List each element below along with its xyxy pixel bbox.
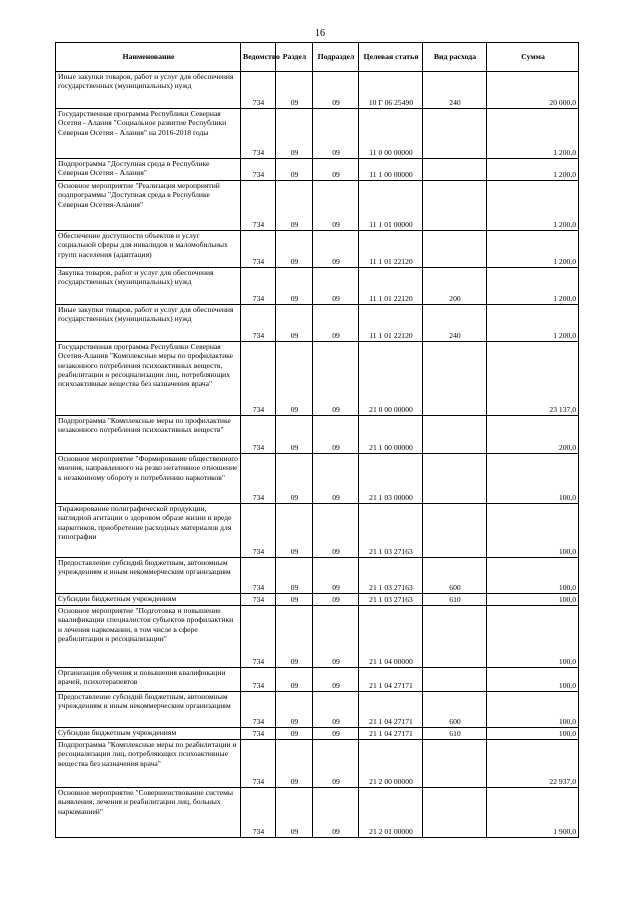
table-row (56, 181, 579, 231)
cell-podrazdel: 09 (313, 231, 359, 268)
cell-podrazdel: 09 (313, 454, 359, 504)
cell-podrazdel: 09 (313, 342, 359, 416)
cell-vid: 240 (423, 305, 487, 342)
cell-summa: 20 000,0 (487, 72, 579, 109)
cell-statya: 10 Г 06 25490 (359, 72, 423, 109)
cell-statya: 21 0 00 00000 (359, 342, 423, 416)
cell-podrazdel: 09 (313, 558, 359, 594)
cell-razdel: 09 (276, 72, 313, 109)
cell-razdel: 09 (276, 692, 313, 728)
cell-summa: 1 200,0 (487, 181, 579, 231)
cell-razdel: 09 (276, 788, 313, 838)
cell-vid: 610 (423, 594, 487, 606)
cell-vid: 610 (423, 728, 487, 740)
cell-vedomstvo: 734 (241, 668, 276, 692)
cell-statya: 21 1 00 00000 (359, 416, 423, 454)
cell-vid (423, 109, 487, 159)
cell-razdel: 09 (276, 728, 313, 740)
table-row (56, 558, 579, 594)
cell-podrazdel: 09 (313, 594, 359, 606)
cell-razdel: 09 (276, 305, 313, 342)
cell-statya: 21 1 04 27171 (359, 728, 423, 740)
cell-name: Государственная программа Республики Северная Осетия-Алания "Комплексные меры по профилактике незаконного потребления психоактивных веществ, реабилитации и ресоциализации лиц, потребляющих психоактивные вещества без назначения врача" (56, 342, 241, 416)
cell-vid (423, 416, 487, 454)
cell-summa: 100,0 (487, 668, 579, 692)
table-row (56, 606, 579, 668)
cell-summa: 1 900,0 (487, 788, 579, 838)
cell-podrazdel: 09 (313, 159, 359, 181)
cell-summa: 100,0 (487, 728, 579, 740)
cell-statya: 21 1 04 27171 (359, 668, 423, 692)
cell-vedomstvo: 734 (241, 740, 276, 788)
cell-name: Подпрограмма "Доступная среда в Республике Северная Осетия - Алания" (56, 159, 241, 181)
cell-razdel: 09 (276, 740, 313, 788)
cell-razdel: 09 (276, 558, 313, 594)
cell-statya: 21 1 04 00000 (359, 606, 423, 668)
cell-name: Предоставление субсидий бюджетным, автономным учреждениям и иным некоммерческим организациям (56, 558, 241, 594)
cell-name: Основное мероприятие "Подготовка и повышение квалификации специалистов субъектов профилактики и лечения наркомании, в том числе в сфере реабилитации и ресоциализации" (56, 606, 241, 668)
table-header-row (56, 43, 579, 72)
cell-name: Подпрограмма "Комплексные меры по профилактике незаконного потребления психоактивных веществ" (56, 416, 241, 454)
cell-vid (423, 181, 487, 231)
cell-summa: 200,0 (487, 416, 579, 454)
cell-name: Основное мероприятие "Совершенствование системы выявления, лечения и реабилитации лиц, больных наркоманией" (56, 788, 241, 838)
header-razdel: Раздел (276, 43, 313, 72)
cell-name: Государственная программа Республики Северная Осетия - Алания "Социальное развитие Республики Северная Осетия - Алания" на 2016-2018 годы (56, 109, 241, 159)
cell-vedomstvo: 734 (241, 342, 276, 416)
cell-summa: 1 200,0 (487, 159, 579, 181)
cell-name: Предоставление субсидий бюджетным, автономным учреждениям и иным некоммерческим организациям (56, 692, 241, 728)
cell-statya: 21 1 03 27163 (359, 558, 423, 594)
cell-podrazdel: 09 (313, 268, 359, 305)
cell-summa: 100,0 (487, 692, 579, 728)
cell-statya: 21 1 03 00000 (359, 454, 423, 504)
cell-vedomstvo: 734 (241, 788, 276, 838)
cell-name: Иные закупки товаров, работ и услуг для обеспечения государственных (муниципальных) нужд (56, 72, 241, 109)
cell-statya: 11 1 00 00000 (359, 159, 423, 181)
cell-statya: 21 1 03 27163 (359, 504, 423, 558)
table-row (56, 728, 579, 740)
cell-podrazdel: 09 (313, 788, 359, 838)
table-row (56, 692, 579, 728)
budget-table (55, 42, 579, 838)
cell-statya: 21 1 04 27171 (359, 692, 423, 728)
cell-vid (423, 740, 487, 788)
cell-name: Обеспечение доступности объектов и услуг социальной сферы для инвалидов и маломобильных групп населения (адаптация) (56, 231, 241, 268)
cell-vid: 200 (423, 268, 487, 305)
page-number: 16 (315, 28, 325, 39)
cell-vid (423, 668, 487, 692)
cell-vid (423, 606, 487, 668)
cell-podrazdel: 09 (313, 305, 359, 342)
cell-vid: 240 (423, 72, 487, 109)
cell-summa: 1 200,0 (487, 268, 579, 305)
cell-statya: 11 1 01 22120 (359, 231, 423, 268)
table-row (56, 305, 579, 342)
cell-summa: 23 137,0 (487, 342, 579, 416)
cell-summa: 100,0 (487, 594, 579, 606)
cell-statya: 11 0 00 00000 (359, 109, 423, 159)
table-row (56, 342, 579, 416)
cell-vedomstvo: 734 (241, 268, 276, 305)
cell-name: Организация обучения и повышения квалификации врачей, психотерапевтов (56, 668, 241, 692)
cell-summa: 1 200,0 (487, 109, 579, 159)
table-row (56, 416, 579, 454)
cell-podrazdel: 09 (313, 416, 359, 454)
cell-vedomstvo: 734 (241, 305, 276, 342)
cell-vedomstvo: 734 (241, 231, 276, 268)
cell-podrazdel: 09 (313, 668, 359, 692)
cell-razdel: 09 (276, 504, 313, 558)
cell-name: Закупка товаров, работ и услуг для обеспечения государственных (муниципальных) нужд (56, 268, 241, 305)
table-row (56, 788, 579, 838)
cell-razdel: 09 (276, 231, 313, 268)
cell-podrazdel: 09 (313, 181, 359, 231)
header-vedomstvo: Ведомство (241, 43, 276, 72)
cell-vedomstvo: 734 (241, 504, 276, 558)
table-row (56, 668, 579, 692)
cell-vedomstvo: 734 (241, 416, 276, 454)
cell-razdel: 09 (276, 594, 313, 606)
cell-name: Основное мероприятие "Реализация мероприятий подпрограммы "Доступная среда в Республике Северная Осетия-Алания" (56, 181, 241, 231)
cell-podrazdel: 09 (313, 728, 359, 740)
table-row (56, 454, 579, 504)
cell-vid (423, 454, 487, 504)
cell-name: Иные закупки товаров, работ и услуг для обеспечения государственных (муниципальных) нужд (56, 305, 241, 342)
cell-razdel: 09 (276, 109, 313, 159)
cell-name: Основное мероприятие "Формирование общественного мнения, направленного на резко негативное отношение к незаконному обороту и потреблению наркотиков" (56, 454, 241, 504)
cell-vedomstvo: 734 (241, 606, 276, 668)
cell-podrazdel: 09 (313, 606, 359, 668)
header-statya: Целевая статья (359, 43, 423, 72)
cell-statya: 21 2 01 00000 (359, 788, 423, 838)
cell-razdel: 09 (276, 668, 313, 692)
cell-razdel: 09 (276, 342, 313, 416)
cell-summa: 100,0 (487, 606, 579, 668)
cell-razdel: 09 (276, 181, 313, 231)
cell-vid (423, 504, 487, 558)
cell-vid (423, 788, 487, 838)
cell-statya: 11 1 01 22120 (359, 268, 423, 305)
cell-statya: 21 1 03 27163 (359, 594, 423, 606)
cell-name: Подпрограмма "Комплексные меры по реабилитации и ресоциализации лиц, потребляющих психоактивные вещества без назначения врача" (56, 740, 241, 788)
cell-statya: 21 2 00 00000 (359, 740, 423, 788)
cell-vid (423, 159, 487, 181)
table-row (56, 231, 579, 268)
cell-podrazdel: 09 (313, 72, 359, 109)
cell-razdel: 09 (276, 606, 313, 668)
header-vid: Вид расхода (423, 43, 487, 72)
header-summa: Сумма (487, 43, 579, 72)
cell-vedomstvo: 734 (241, 181, 276, 231)
cell-name: Субсидии бюджетным учреждениям (56, 594, 241, 606)
cell-statya: 11 1 01 22120 (359, 305, 423, 342)
cell-razdel: 09 (276, 268, 313, 305)
table-row (56, 109, 579, 159)
table-row (56, 504, 579, 558)
cell-summa: 100,0 (487, 504, 579, 558)
cell-vedomstvo: 734 (241, 109, 276, 159)
cell-podrazdel: 09 (313, 504, 359, 558)
cell-vid (423, 231, 487, 268)
cell-vid: 600 (423, 692, 487, 728)
table-row (56, 159, 579, 181)
table-row (56, 268, 579, 305)
cell-vedomstvo: 734 (241, 558, 276, 594)
cell-statya: 11 1 01 00000 (359, 181, 423, 231)
cell-vedomstvo: 734 (241, 72, 276, 109)
cell-name: Тиражирование полиграфической продукции, наглядной агитации о здоровом образе жизни и вреде наркотиков, приобретение расходных материалов для типографии (56, 504, 241, 558)
cell-summa: 100,0 (487, 558, 579, 594)
cell-vedomstvo: 734 (241, 159, 276, 181)
cell-razdel: 09 (276, 159, 313, 181)
table-row (56, 740, 579, 788)
cell-vedomstvo: 734 (241, 728, 276, 740)
cell-vedomstvo: 734 (241, 692, 276, 728)
cell-name: Субсидии бюджетным учреждениям (56, 728, 241, 740)
cell-summa: 1 200,0 (487, 231, 579, 268)
cell-summa: 22 937,0 (487, 740, 579, 788)
cell-vedomstvo: 734 (241, 594, 276, 606)
cell-vedomstvo: 734 (241, 454, 276, 504)
cell-podrazdel: 09 (313, 740, 359, 788)
cell-razdel: 09 (276, 454, 313, 504)
cell-vid: 600 (423, 558, 487, 594)
cell-summa: 100,0 (487, 454, 579, 504)
table-row (56, 72, 579, 109)
cell-razdel: 09 (276, 416, 313, 454)
cell-podrazdel: 09 (313, 109, 359, 159)
header-podrazdel: Подраздел (313, 43, 359, 72)
header-name: Наименование (56, 43, 241, 72)
cell-summa: 1 200,0 (487, 305, 579, 342)
cell-vid (423, 342, 487, 416)
cell-podrazdel: 09 (313, 692, 359, 728)
table-row (56, 594, 579, 606)
